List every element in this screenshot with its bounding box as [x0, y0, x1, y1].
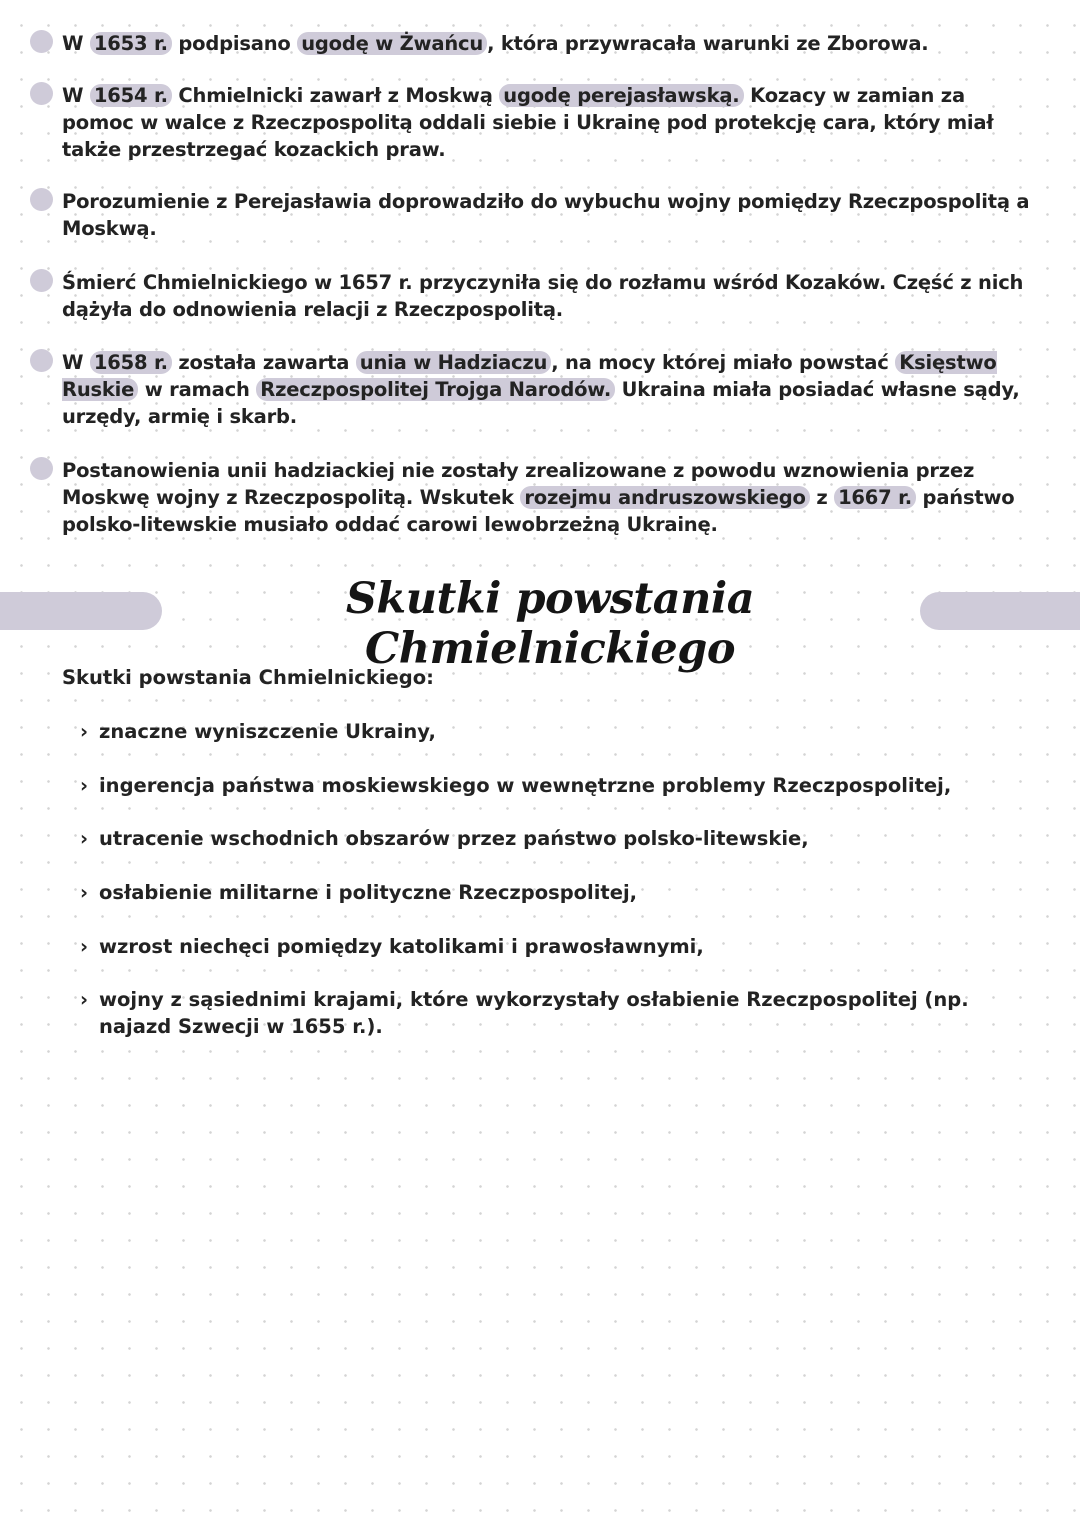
chevron-right-icon: › [80, 774, 89, 797]
highlighted-term: 1667 r. [834, 486, 916, 509]
note-text [62, 349, 1032, 430]
note-segment: , na mocy której miało powstać [551, 351, 896, 374]
effect-text: wojny z sąsiednimi krajami, które wykorzystały osłabienie Rzeczpospolitej (np. najazd Szwecji w 1655 r.). [99, 988, 969, 1038]
effect-item [80, 986, 1000, 1040]
bullet-dot [30, 188, 53, 211]
effect-text: utracenie wschodnich obszarów przez państwo polsko-litewskie, [99, 827, 809, 850]
note-segment: , która przywracała warunki ze Zborowa. [487, 32, 929, 55]
effect-item [80, 879, 1000, 906]
effect-item [80, 772, 1000, 799]
effect-text: osłabienie militarne i polityczne Rzeczpospolitej, [99, 881, 638, 904]
highlighted-term: ugodę w Żwańcu [297, 32, 487, 55]
bullet-dot [30, 82, 53, 105]
effect-text: ingerencja państwa moskiewskiego w wewnętrzne problemy Rzeczpospolitej, [99, 774, 952, 797]
effect-item [80, 718, 1000, 745]
note-text [62, 457, 1032, 538]
note-segment: Kozacy w zamian za pomoc w walce z Rzeczpospolitą oddali siebie i Ukrainę pod protekcję cara, który miał także przestrzegać kozackich praw. [62, 84, 994, 161]
bullet-dot [30, 457, 53, 480]
chevron-right-icon: › [80, 720, 89, 743]
note-segment: państwo polsko-litewskie musiało oddać carowi lewobrzeżną Ukrainę. [62, 486, 1015, 536]
chevron-right-icon: › [80, 827, 89, 850]
note-segment: W [62, 351, 90, 374]
note-segment: w ramach [138, 378, 257, 401]
note-segment: Postanowienia unii hadziackiej nie zostały zrealizowane z powodu wznowienia przez Moskwę wojny z Rzeczpospolitą. Wskutek [62, 459, 975, 509]
note-segment: została zawarta [171, 351, 356, 374]
effects-intro: Skutki powstania Chmielnickiego: [62, 666, 434, 689]
chevron-right-icon: › [80, 935, 89, 958]
effect-item [80, 825, 1000, 852]
note-segment: Ukraina miała posiadać własne sądy, urzędy, armię i skarb. [62, 378, 1020, 428]
chevron-right-icon: › [80, 988, 89, 1011]
bullet-dot [30, 30, 53, 53]
section-header [0, 568, 1080, 674]
note-segment: z [809, 486, 835, 509]
highlighted-term: ugodę perejasławską. [499, 84, 743, 107]
heading-bar-right [920, 592, 1080, 630]
effect-text: wzrost niechęci pomiędzy katolikami i prawosławnymi, [99, 935, 704, 958]
heading-bar-left [0, 592, 162, 630]
highlighted-term: rozejmu andruszowskiego [520, 486, 809, 509]
note-text [62, 82, 1032, 163]
highlighted-term: unia w Hadziaczu [356, 351, 551, 374]
highlighted-term: 1658 r. [90, 351, 172, 374]
note-segment: Porozumienie z Perejasławia doprowadziło do wybuchu wojny pomiędzy Rzeczpospolitą a Moskwą. [62, 190, 1030, 240]
note-segment: W [62, 84, 90, 107]
note-segment: W [62, 32, 90, 55]
highlighted-term: Księstwo Ruskie [62, 351, 997, 401]
effect-text: znaczne wyniszczenie Ukrainy, [99, 720, 436, 743]
chevron-right-icon: › [80, 881, 89, 904]
highlighted-term: 1653 r. [90, 32, 172, 55]
note-text [62, 188, 1032, 242]
note-segment: podpisano [171, 32, 298, 55]
note-segment: Śmierć Chmielnickiego w 1657 r. przyczyniła się do rozłamu wśród Kozaków. Część z nich dążyła do odnowienia relacji z Rzeczpospolitą. [62, 271, 1024, 321]
highlighted-term: Rzeczpospolitej Trojga Narodów. [256, 378, 615, 401]
note-text [62, 269, 1032, 323]
highlighted-term: 1654 r. [90, 84, 172, 107]
note-segment: Chmielnicki zawarł z Moskwą [171, 84, 500, 107]
section-title: Skutki powstania Chmielnickiego [345, 574, 755, 674]
bullet-dot [30, 349, 53, 372]
note-text [62, 30, 1032, 57]
bullet-dot [30, 269, 53, 292]
effect-item [80, 933, 1000, 960]
